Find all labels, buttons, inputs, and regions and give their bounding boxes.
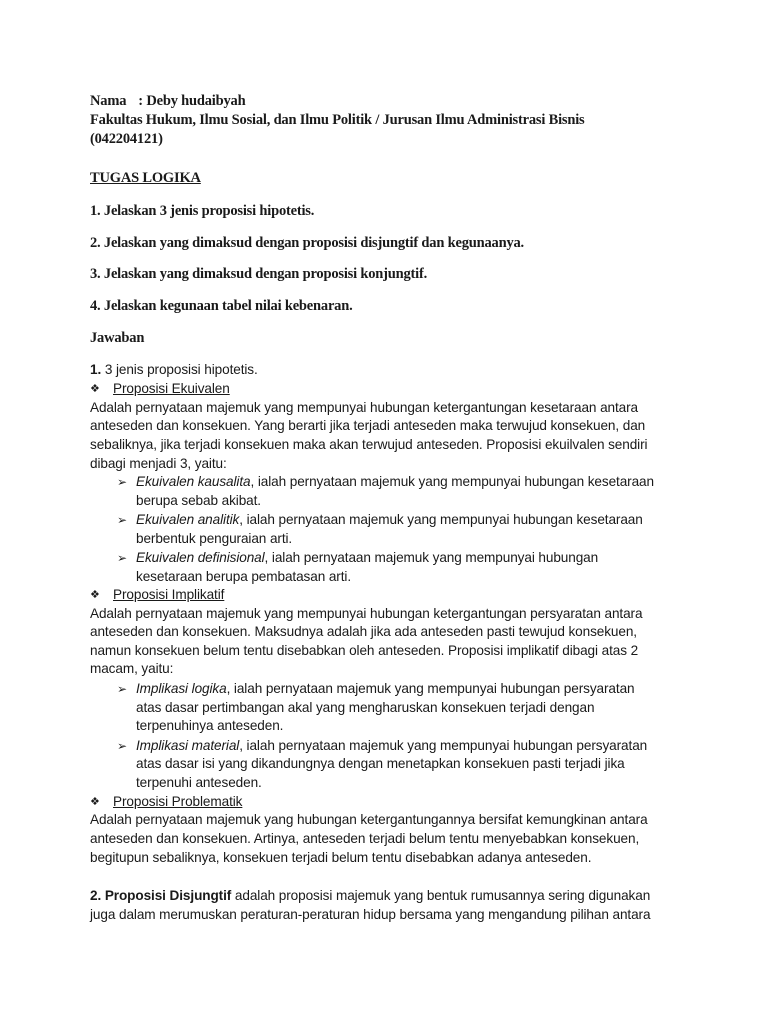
implikatif-text-line: macam, yaitu: [90, 661, 174, 676]
arrow-bullet-icon: ➢ [117, 739, 127, 753]
answer-2-text: adalah proposisi majemuk yang bentuk rumusannya sering digunakan [231, 888, 651, 903]
ekuivalen-heading: Proposisi Ekuivalen [113, 381, 230, 396]
document-title: TUGAS LOGIKA [90, 170, 201, 186]
question-4: 4. Jelaskan kegunaan tabel nilai kebenaran. [90, 298, 353, 314]
answer-1-intro-text: 3 jenis proposisi hipotetis. [101, 362, 258, 377]
item-term: Ekuivalen definisional [136, 550, 265, 565]
arrow-bullet-icon: ➢ [117, 475, 127, 489]
ekuivalen-item-2 [136, 512, 643, 527]
name-value: : Deby hudaibyah [138, 93, 246, 109]
ekuivalen-text-line: sebaliknya, jika terjadi konsekuen maka akan terwujud anteseden. Proposisi ekuilvalen sendiri [90, 437, 648, 452]
answer-2-line [90, 888, 650, 903]
item-term: Implikasi logika [136, 681, 227, 696]
arrow-bullet-icon: ➢ [117, 551, 127, 565]
arrow-bullet-icon: ➢ [117, 682, 127, 696]
student-id: (042204121) [90, 131, 163, 147]
diamond-bullet-icon: ❖ [90, 383, 100, 395]
implikatif-item-1-cont: terpenuhinya anteseden. [136, 718, 284, 733]
implikatif-item-2-cont: terpenuhi anteseden. [136, 775, 262, 790]
problematik-text-line: anteseden dan konsekuen. Artinya, anteseden terjadi belum tentu menyebabkan konsekuen, [90, 831, 640, 846]
ekuivalen-text-line: Adalah pernyataan majemuk yang mempunyai hubungan ketergantungan kesetaraan antara [90, 400, 639, 415]
diamond-bullet-icon: ❖ [90, 796, 100, 808]
faculty-line: Fakultas Hukum, Ilmu Sosial, dan Ilmu Politik / Jurusan Ilmu Administrasi Bisnis [90, 112, 585, 128]
ekuivalen-item-2-cont: berbentuk penguraian arti. [136, 531, 293, 546]
name-label: Nama [90, 93, 127, 109]
implikatif-item-2-cont: atas dasar isi yang dikandungnya dengan menetapkan konsekuen pasti terjadi jika [136, 756, 625, 771]
ekuivalen-item-3-cont: kesetaraan berupa pembatasan arti. [136, 569, 351, 584]
question-2: 2. Jelaskan yang dimaksud dengan proposisi disjungtif dan kegunaanya. [90, 235, 524, 251]
answer-1-number: 1. [90, 362, 102, 377]
question-1: 1. Jelaskan 3 jenis proposisi hipotetis. [90, 203, 315, 219]
answer-1-intro [90, 362, 258, 377]
problematik-text-line: Adalah pernyataan majemuk yang hubungan ketergantungannya bersifat kemungkinan antara [90, 812, 648, 827]
ekuivalen-text-line: dibagi menjadi 3, yaitu: [90, 456, 227, 471]
item-rest: , ialah pernyataan majemuk yang mempunyai hubungan persyaratan [226, 681, 635, 696]
item-term: Ekuivalen kausalita [136, 474, 251, 489]
implikatif-item-2 [136, 738, 647, 753]
problematik-heading: Proposisi Problematik [113, 794, 243, 809]
item-rest: , ialah pernyataan majemuk yang mempunyai hubungan [264, 550, 599, 565]
diamond-bullet-icon: ❖ [90, 589, 100, 601]
ekuivalen-item-1-cont: berupa sebab akibat. [136, 493, 261, 508]
name-line [90, 93, 245, 110]
problematik-text-line: begitupun sebaliknya, konsekuen terjadi belum tentu disebabkan adanya anteseden. [90, 850, 592, 865]
implikatif-item-1-cont: atas dasar pertimbangan akal yang mengharuskan konsekuen terjadi dengan [136, 700, 595, 715]
ekuivalen-text-line: anteseden dan konsekuen. Yang berarti jika terjadi anteseden maka terwujud konsekuen, dan [90, 418, 646, 433]
answer-2-lead: 2. Proposisi Disjungtif [90, 888, 232, 903]
implikatif-text-line: namun konsekuen belum tentu disebabkan oleh anteseden. Proposisi implikatif dibagi atas 2 [90, 643, 639, 658]
implikatif-text-line: anteseden dan konsekuen. Maksudnya adalah jika ada anteseden pasti tewujud konsekuen, [90, 624, 637, 639]
answer-2-line: juga dalam merumuskan peraturan-peraturan hidup bersama yang mengandung pilihan antara [90, 907, 651, 922]
jawaban-heading: Jawaban [90, 330, 145, 346]
implikatif-text-line: Adalah pernyataan majemuk yang mempunyai hubungan ketergantungan persyaratan antara [90, 606, 643, 621]
item-rest: , ialah pernyataan majemuk yang mempunyai hubungan kesetaraan [250, 474, 654, 489]
item-rest: , ialah pernyataan majemuk yang mempunyai hubungan kesetaraan [239, 512, 643, 527]
item-rest: , ialah pernyataan majemuk yang mempunyai hubungan persyaratan [239, 738, 648, 753]
item-term: Implikasi material [136, 738, 240, 753]
ekuivalen-item-1 [136, 474, 654, 489]
implikatif-heading: Proposisi Implikatif [113, 587, 225, 602]
question-3: 3. Jelaskan yang dimaksud dengan proposisi konjungtif. [90, 266, 428, 282]
arrow-bullet-icon: ➢ [117, 513, 127, 527]
implikatif-item-1 [136, 681, 635, 696]
item-term: Ekuivalen analitik [136, 512, 240, 527]
ekuivalen-item-3 [136, 550, 598, 565]
